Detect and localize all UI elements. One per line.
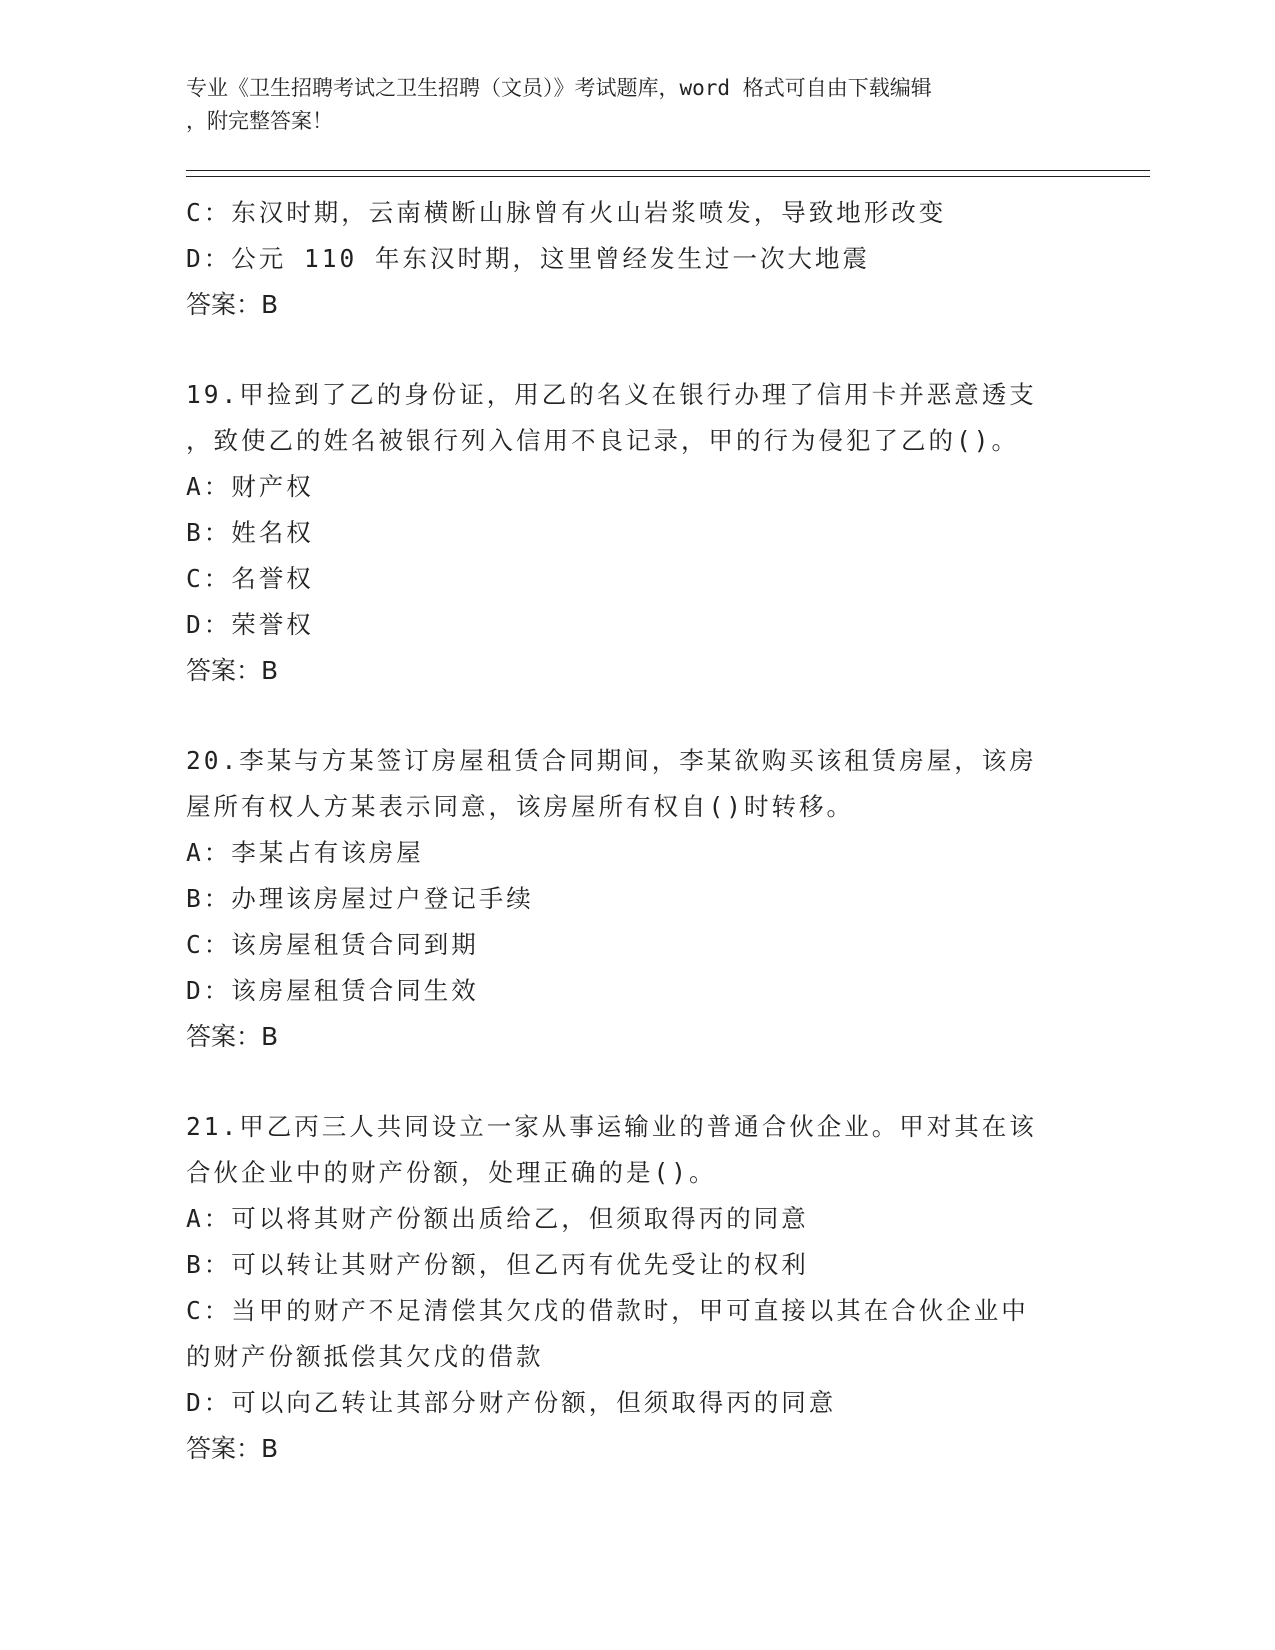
option-a: A：可以将其财产份额出质给乙，但须取得丙的同意: [186, 1204, 809, 1233]
option-c: C：当甲的财产不足清偿其欠戊的借款时，甲可直接以其在合伙企业中: [186, 1296, 1029, 1325]
option-c: C：东汉时期，云南横断山脉曾有火山岩浆喷发，导致地形改变: [186, 198, 947, 227]
question-stem: 21.甲乙丙三人共同设立一家从事运输业的普通合伙企业。甲对其在该: [186, 1112, 1037, 1141]
answer: 答案：B: [186, 290, 279, 319]
question-stem: 20.李某与方某签订房屋租赁合同期间，李某欲购买该租赁房屋，该房: [186, 746, 1037, 775]
header-line-1: 专业《卫生招聘考试之卫生招聘（文员）》考试题库，word 格式可自由下载编辑: [186, 76, 932, 100]
header-rule-top: [186, 170, 1150, 171]
header-rule-bottom: [186, 176, 1150, 177]
option-b: B：姓名权: [186, 518, 314, 547]
question-stem: 19.甲捡到了乙的身份证，用乙的名义在银行办理了信用卡并恶意透支: [186, 380, 1037, 409]
option-b: B：可以转让其财产份额，但乙丙有优先受让的权利: [186, 1250, 809, 1279]
question-stem: ，致使乙的姓名被银行列入信用不良记录，甲的行为侵犯了乙的()。: [186, 426, 1019, 455]
option-d: D：荣誉权: [186, 610, 314, 639]
answer: 答案：B: [186, 1022, 279, 1051]
option-d: D：公元 110 年东汉时期，这里曾经发生过一次大地震: [186, 244, 870, 273]
option-c: C：名誉权: [186, 564, 314, 593]
question-list: [186, 190, 1086, 1472]
answer: 答案：B: [186, 656, 279, 685]
header-line-2: ，附完整答案！: [186, 109, 333, 133]
answer: 答案：B: [186, 1434, 279, 1463]
option-d: D：可以向乙转让其部分财产份额，但须取得丙的同意: [186, 1388, 837, 1417]
question-18-continued: [186, 190, 1086, 328]
option-c: C：该房屋租赁合同到期: [186, 930, 479, 959]
option-b: B：办理该房屋过户登记手续: [186, 884, 534, 913]
option-a: A：财产权: [186, 472, 314, 501]
question-20: [186, 738, 1086, 1060]
question-stem: 屋所有权人方某表示同意，该房屋所有权自()时转移。: [186, 792, 854, 821]
question-21: [186, 1104, 1086, 1472]
option-a: A：李某占有该房屋: [186, 838, 424, 867]
option-d: D：该房屋租赁合同生效: [186, 976, 479, 1005]
question-stem: 合伙企业中的财产份额，处理正确的是()。: [186, 1158, 717, 1187]
option-c-continued: 的财产份额抵偿其欠戊的借款: [186, 1342, 544, 1371]
question-19: [186, 372, 1086, 694]
document-header: [186, 72, 1066, 138]
